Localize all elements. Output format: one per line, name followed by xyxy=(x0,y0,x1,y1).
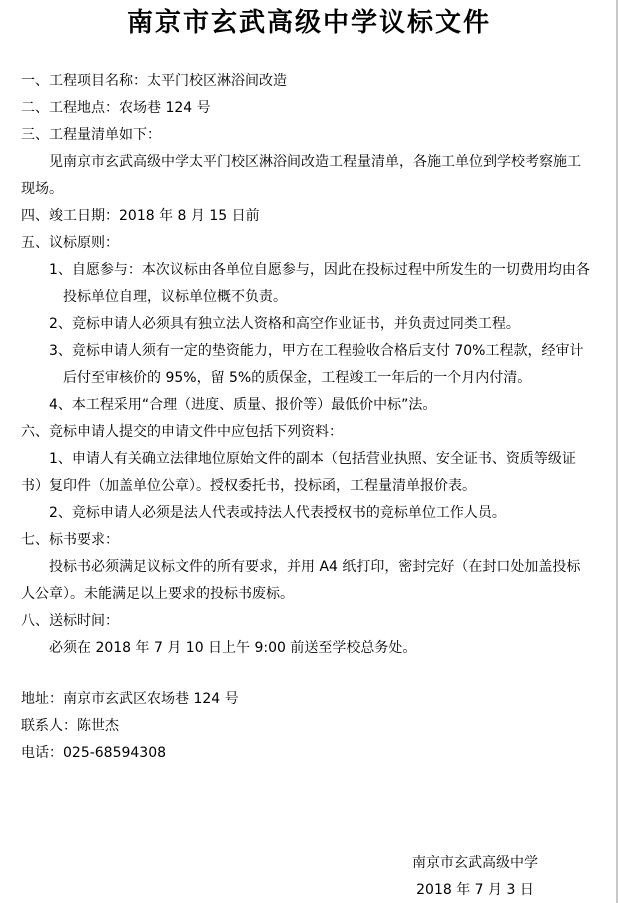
section-project-location: 二、工程地点：农场巷 124 号 xyxy=(21,100,211,116)
section-bidding-principles: 五、议标原则： xyxy=(21,235,119,251)
bid-requirements-body: 投标书必须满足议标文件的所有要求，并用 A4 纸打印，密封完好（在封口处加盖投标人公章）。未能满足以上要求的投标书废标。 xyxy=(21,559,581,602)
principle-item: 3、竞标申请人须有一定的垫资能力，甲方在工程验收合格后支付 70%工程款，经审计后付至审核价的 95%，留 5%的质保金，工程竣工一年后的一个月内付清。 xyxy=(49,343,584,386)
contact-address: 地址：南京市玄武区农场巷 124 号 xyxy=(21,691,239,707)
section-submission-time: 八、送标时间： xyxy=(21,613,119,629)
principle-item: 1、自愿参与：本次议标由各单位自愿参与，因此在投标过程中所发生的一切费用均由各投标单位自理，议标单位概不负责。 xyxy=(49,262,590,305)
section-completion-date: 四、竣工日期：2018 年 8 月 15 日前 xyxy=(21,208,260,224)
principle-item: 4、本工程采用“合理（进度、质量、报价等）最低价中标”法。 xyxy=(49,397,437,413)
section-project-name: 一、工程项目名称：太平门校区淋浴间改造 xyxy=(21,73,287,89)
section-bid-requirements: 七、标书要求： xyxy=(21,532,119,548)
document-title: 南京市玄武高级中学议标文件 xyxy=(126,8,491,38)
application-item: 1、申请人有关确立法律地位原始文件的副本（包括营业执照、安全证书、资质等级证书）复印件（加盖单位公章）。授权委托书，投标函，工程量清单报价表。 xyxy=(21,451,576,494)
signature-date: 2018 年 7 月 3 日 xyxy=(416,882,534,898)
signature-org: 南京市玄武高级中学 xyxy=(412,855,538,871)
section-application-documents: 六、竞标申请人提交的申请文件中应包括下列资料： xyxy=(21,424,343,440)
principle-item: 2、竞标申请人必须具有独立法人资格和高空作业证书，并负责过同类工程。 xyxy=(49,316,520,332)
submission-time-body: 必须在 2018 年 7 月 10 日上午 9:00 前送至学校总务处。 xyxy=(49,640,417,656)
document-body xyxy=(21,68,591,767)
section-quantity-list-body: 见南京市玄武高级中学太平门校区淋浴间改造工程量清单，各施工单位到学校考察施工现场。 xyxy=(21,154,581,197)
signature-block xyxy=(395,850,555,904)
spacer xyxy=(21,662,591,686)
application-item: 2、竞标申请人必须是法人代表或持法人代表授权书的竞标单位工作人员。 xyxy=(49,505,506,521)
section-quantity-list: 三、工程量清单如下： xyxy=(21,127,161,143)
contact-phone: 电话：025-68594308 xyxy=(21,745,167,761)
contact-person: 联系人：陈世杰 xyxy=(21,718,119,734)
